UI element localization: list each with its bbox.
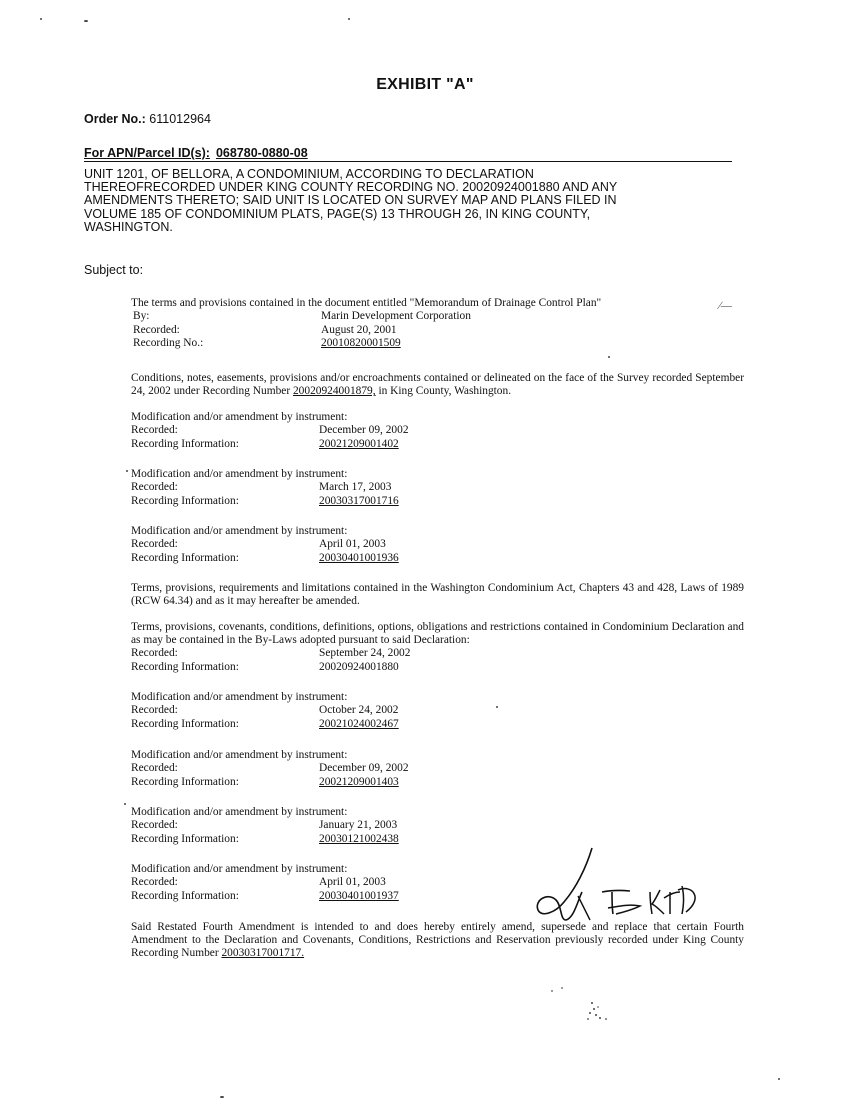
- modification-heading: Modification and/or amendment by instrument:: [131, 525, 348, 537]
- apn-line: [84, 146, 732, 162]
- survey-modification-1: [131, 411, 744, 451]
- scan-speck: [126, 470, 128, 472]
- modification-heading: Modification and/or amendment by instrument:: [131, 468, 348, 480]
- scan-speck: [220, 1096, 224, 1098]
- recorded-label: Recorded:: [131, 424, 178, 437]
- order-number-line: [84, 112, 211, 126]
- restated-recording-number: 20030317001717.: [221, 947, 305, 960]
- recording-info-value: 20030401001937: [319, 889, 399, 902]
- recorded-value: August 20, 2001: [321, 323, 397, 336]
- modification-heading: Modification and/or amendment by instrument:: [131, 806, 348, 818]
- recording-info-label: Recording Information:: [131, 717, 239, 730]
- recording-info-value: 20021209001403: [319, 775, 399, 788]
- recorded-label: Recorded:: [131, 704, 178, 717]
- recording-info-label: Recording Information:: [131, 437, 239, 450]
- recorded-value: October 24, 2002: [319, 704, 399, 717]
- recorded-value: December 09, 2002: [319, 762, 409, 775]
- modification-heading: Modification and/or amendment by instrument:: [131, 863, 348, 875]
- legal-line: WASHINGTON.: [84, 219, 173, 234]
- recorded-label: Recorded:: [131, 819, 178, 832]
- recording-info-label: Recording Information:: [131, 661, 239, 673]
- recorded-value: April 01, 2003: [319, 876, 386, 889]
- legal-description: [84, 168, 704, 234]
- legal-line: UNIT 1201, OF BELLORA, A CONDOMINIUM, ACCORDING TO DECLARATION: [84, 167, 534, 181]
- restated-text: Said Restated Fourth Amendment is intended to and does hereby entirely amend, supersede and replace that certain Fourth Amendment to the Declaration and Covenants, Conditions, Restrictions and Reservation previously recorded under King County Recording Number: [131, 921, 744, 960]
- declaration-modification-1: [131, 691, 744, 731]
- recording-info-value: 20030121002438: [319, 832, 399, 845]
- legal-line: AMENDMENTS THERETO; SAID UNIT IS LOCATED ON SURVEY MAP AND PLANS FILED IN: [84, 193, 617, 208]
- declaration-modification-2: [131, 749, 744, 789]
- scan-artifact-cluster: [548, 985, 618, 1025]
- modification-heading: Modification and/or amendment by instrument:: [131, 411, 348, 423]
- by-label: By:: [133, 310, 150, 323]
- recorded-value: September 24, 2002: [319, 647, 411, 660]
- survey-text: Conditions, notes, easements, provisions and/or encroachments contained or delineated on the face of the Survey recorded September 24, 2002 under Recording Number: [131, 372, 744, 398]
- apn-value: 068780-0880-08: [215, 146, 308, 160]
- recording-info-label: Recording Information:: [131, 889, 239, 902]
- scan-speck: [84, 20, 88, 22]
- survey-text-after: in King County, Washington.: [378, 385, 512, 398]
- recording-info-value: 20030317001716: [319, 494, 399, 507]
- modification-heading: Modification and/or amendment by instrument:: [131, 691, 348, 703]
- recording-info-label: Recording Information:: [131, 832, 239, 845]
- recording-info-value: 20021024002467: [319, 717, 399, 730]
- scan-speck: [348, 18, 350, 20]
- scan-speck: [40, 18, 42, 20]
- scan-speck: [124, 803, 126, 805]
- by-value: Marin Development Corporation: [321, 310, 471, 323]
- recorded-value: December 09, 2002: [319, 424, 409, 437]
- recording-info-value: 20020924001880: [319, 661, 399, 673]
- recorded-value: January 21, 2003: [319, 819, 398, 832]
- order-number-label: Order No.:: [84, 112, 146, 126]
- recorded-label: Recorded:: [131, 538, 178, 551]
- scan-speck: [608, 356, 610, 358]
- recording-no-label: Recording No.:: [133, 337, 204, 350]
- recorded-label: Recorded:: [131, 876, 178, 889]
- survey-modification-2: [131, 468, 744, 508]
- recorded-value: April 01, 2003: [319, 538, 386, 551]
- declaration-item: [131, 621, 744, 675]
- recorded-label: Recorded:: [133, 323, 180, 336]
- recording-no-value: 20010820001509: [321, 337, 401, 350]
- recording-info-value: 20021209001402: [319, 437, 399, 450]
- modification-heading: Modification and/or amendment by instrument:: [131, 749, 348, 761]
- recorded-label: Recorded:: [131, 762, 178, 775]
- recording-info-label: Recording Information:: [131, 494, 239, 507]
- declaration-text: Terms, provisions, covenants, conditions, definitions, options, obligations and restrictions contained in Condominium Declaration and as may be contained in the By-Laws adopted pursuant to said Declaration:: [131, 621, 744, 647]
- recorded-label: Recorded:: [131, 481, 178, 494]
- legal-line: THEREOFRECORDED UNDER KING COUNTY RECORDING NO. 20020924001880 AND ANY: [84, 180, 618, 195]
- recorded-value: March 17, 2003: [319, 481, 392, 494]
- recording-info-value: 20030401001936: [319, 551, 399, 564]
- handwritten-initials: [520, 840, 720, 930]
- condominium-act-item: Terms, provisions, requirements and limitations contained in the Washington Condominium Act, Chapters 43 and 428, Laws of 1989 (RCW 64.34) and as it may hereafter be amended.: [131, 582, 744, 608]
- recording-info-label: Recording Information:: [131, 775, 239, 788]
- recording-info-label: Recording Information:: [131, 551, 239, 564]
- margin-mark: ∕—: [719, 300, 732, 312]
- survey-recording-number: 20020924001879,: [292, 385, 376, 398]
- drainage-text: The terms and provisions contained in the document entitled "Memorandum of Drainage Control Plan": [131, 297, 602, 309]
- survey-item: [131, 372, 744, 398]
- survey-modification-3: [131, 525, 744, 565]
- legal-line: VOLUME 185 OF CONDOMINIUM PLATS, PAGE(S) 13 THROUGH 26, IN KING COUNTY,: [84, 206, 591, 221]
- recorded-label: Recorded:: [131, 647, 178, 660]
- order-number-value: 611012964: [149, 112, 211, 126]
- drainage-plan-item: [131, 297, 744, 351]
- subject-to-heading: Subject to:: [84, 263, 144, 277]
- apn-label: For APN/Parcel ID(s):: [84, 146, 210, 160]
- scan-speck: [778, 1078, 780, 1080]
- exhibit-title: EXHIBIT "A": [376, 76, 474, 93]
- scan-speck: [496, 706, 498, 708]
